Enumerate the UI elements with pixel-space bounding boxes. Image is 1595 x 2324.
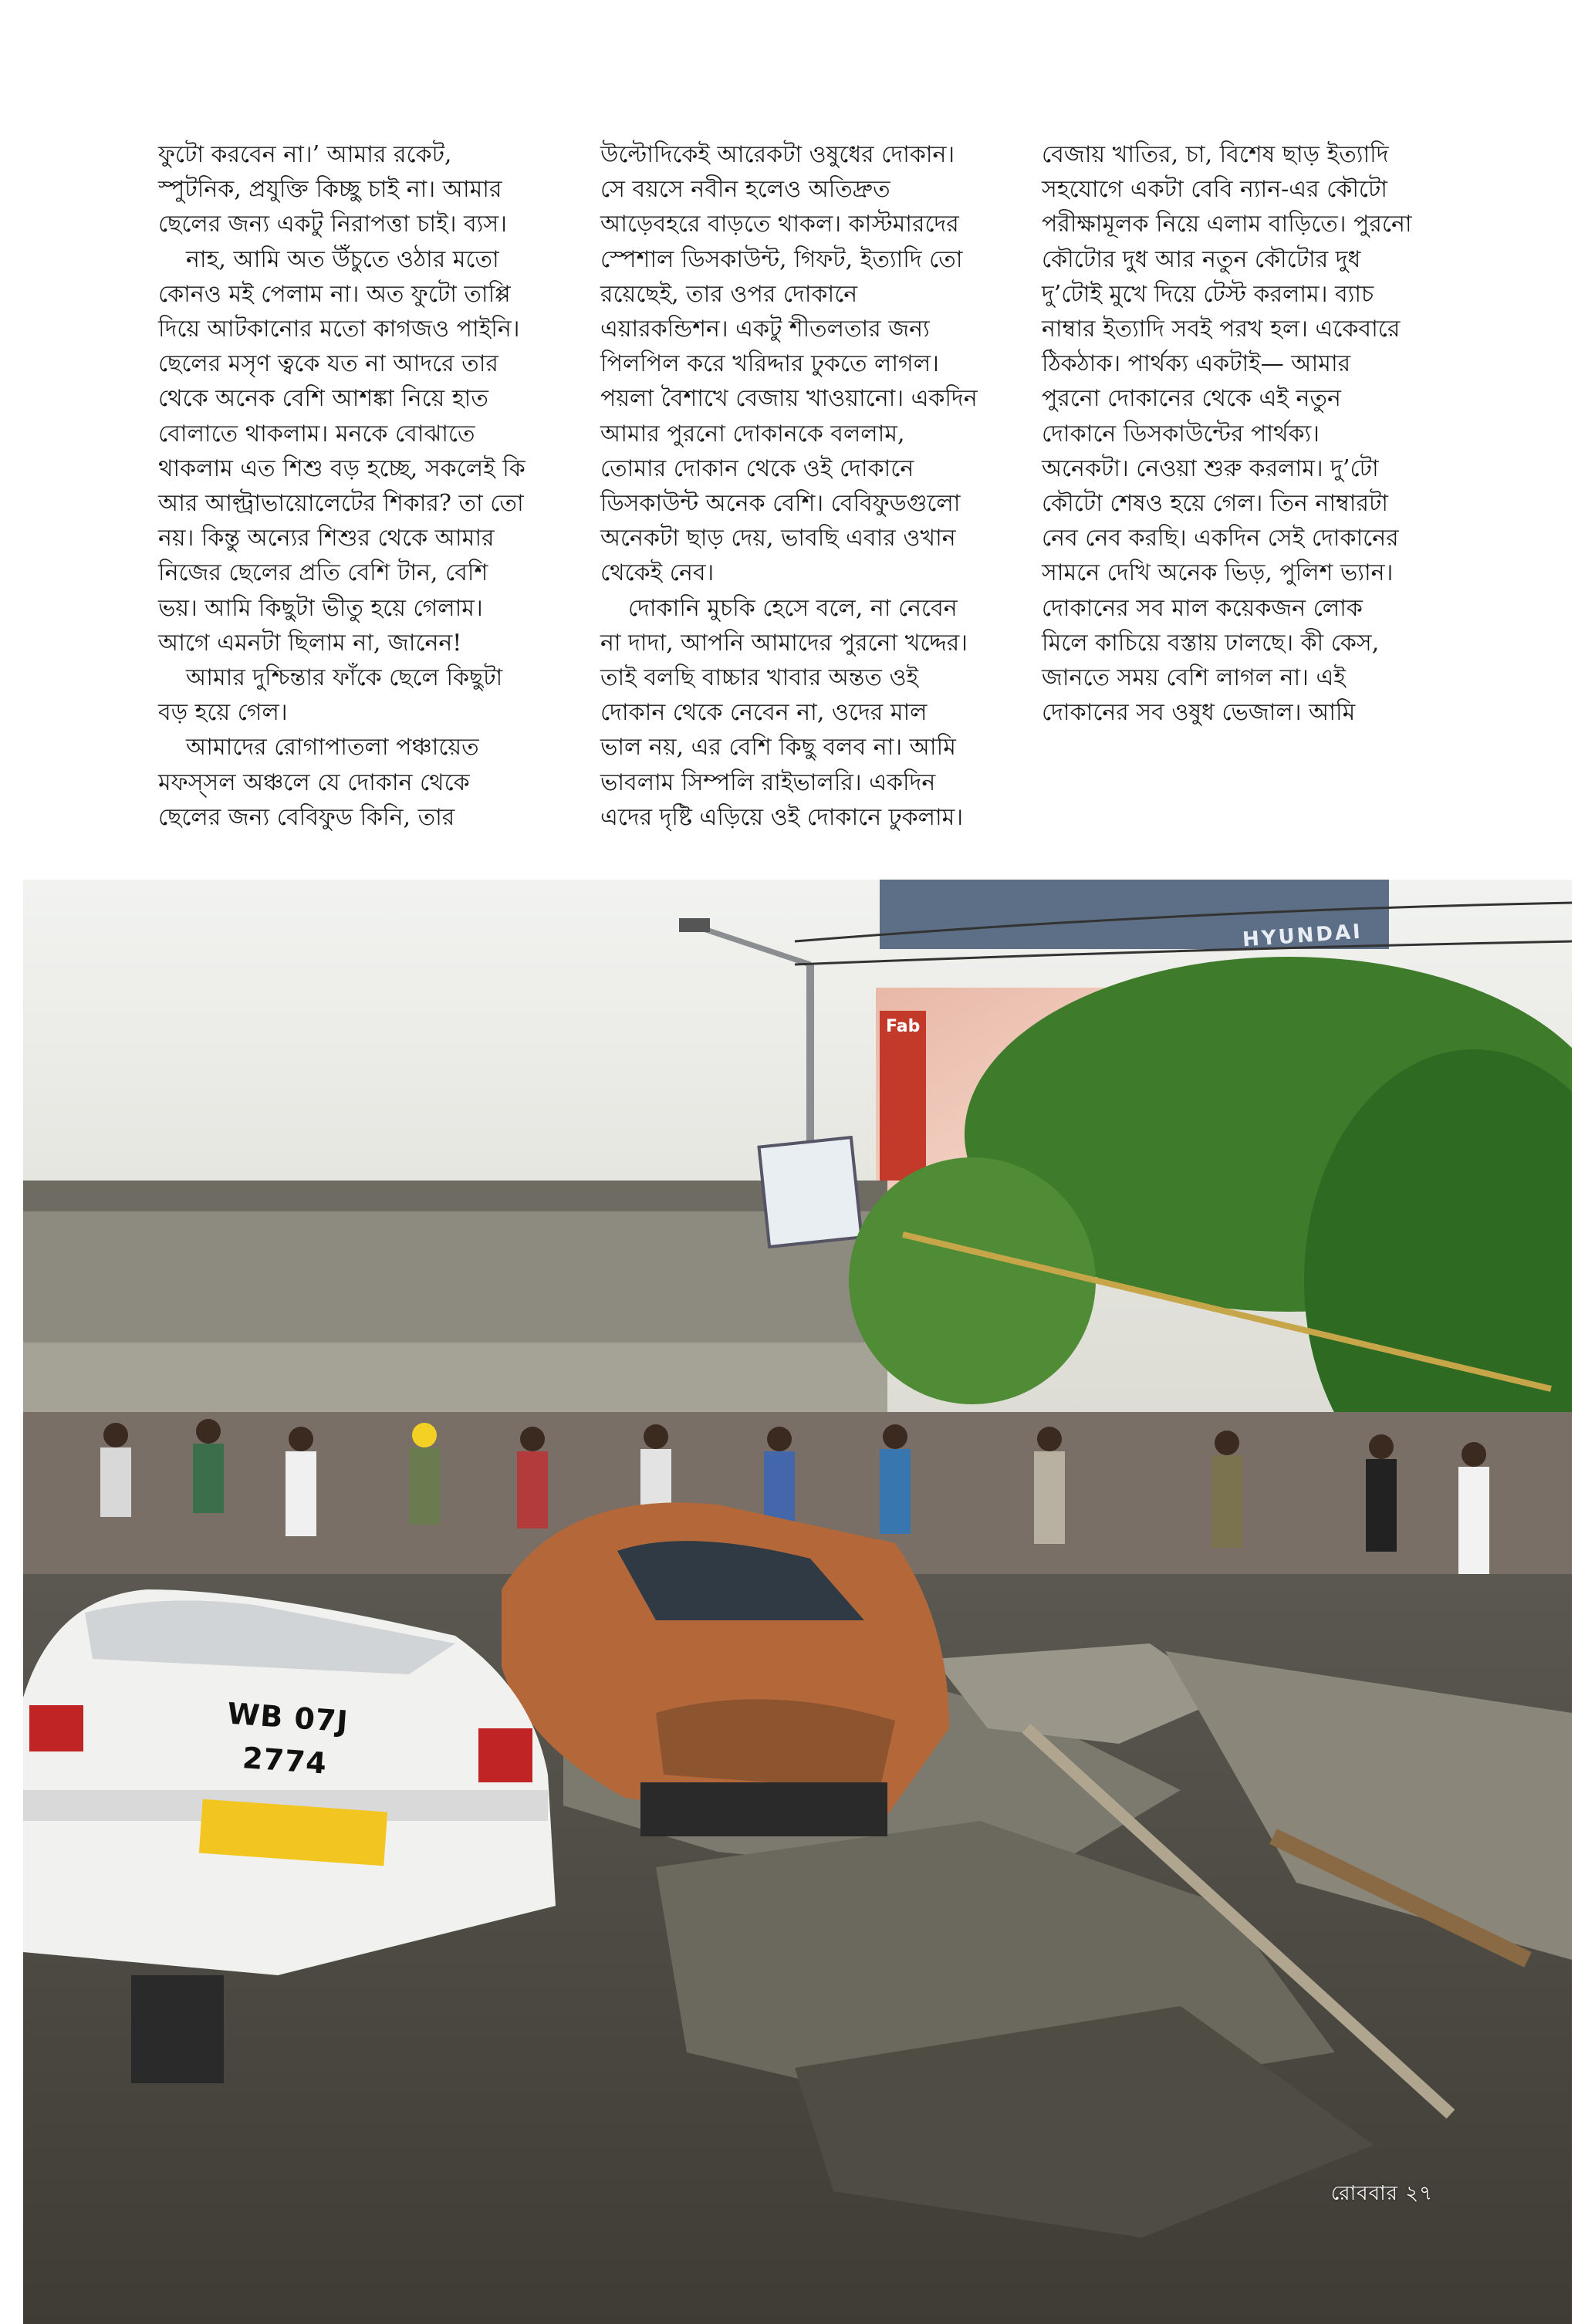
- article-line: দোকানি মুচকি হেসে বলে, না নেবেন: [628, 594, 958, 622]
- article-line: পিলপিল করে খরিদ্দার ঢুকতে লাগল।: [600, 350, 939, 378]
- article-line: সহযোগে একটা বেবি ন্যান-এর কৌটো: [1042, 176, 1387, 204]
- article-line: জানতে সময় বেশি লাগল না। এই: [1042, 664, 1346, 692]
- photo-illustration: [23, 880, 1572, 2324]
- news-photo: [23, 880, 1572, 2324]
- article-line: ভয়। আমি কিছুটা ভীতু হয়ে গেলাম।: [158, 594, 483, 622]
- article-line: আড়েবহরে বাড়তে থাকল। কাস্টমারদের: [600, 211, 959, 238]
- article-line: থাকলাম এত শিশু বড় হচ্ছে, সকলেই কি: [158, 454, 525, 482]
- article-line: পরীক্ষামূলক নিয়ে এলাম বাড়িতে। পুরনো: [1042, 211, 1412, 238]
- article-line: দোকান থেকে নেবেন না, ওদের মাল: [600, 699, 928, 727]
- article-line: ভাবলাম সিম্পলি রাইভালরি। একদিন: [600, 768, 936, 796]
- article-line: থেকে অনেক বেশি আশঙ্কা নিয়ে হাত: [158, 385, 488, 413]
- article-line: দোকানে ডিসকাউন্টের পার্থক্য।: [1042, 420, 1320, 448]
- billboard-brand: HYUNDAI: [1242, 920, 1364, 952]
- article-line: ভাল নয়, এর বেশি কিছু বলব না। আমি: [600, 734, 956, 762]
- billboard-panel: [880, 1011, 926, 1181]
- article-line: বেজায় খাতির, চা, বিশেষ ছাড় ইত্যাদি: [1042, 141, 1389, 168]
- article-line: ছেলের জন্য একটু নিরাপত্তা চাই। ব্যস।: [158, 211, 507, 238]
- tree-canopy: [849, 1157, 1096, 1404]
- article-line: পয়লা বৈশাখে বেজায় খাওয়ানো। একদিন: [600, 385, 978, 413]
- flyover-edge: [23, 1181, 887, 1211]
- page-folio: রোববার ২৭: [1330, 2182, 1433, 2205]
- article-line: সামনে দেখি অনেক ভিড়, পুলিশ ভ্যান।: [1042, 559, 1394, 587]
- article-line: কোনও মই পেলাম না। অত ফুটো তাপ্পি: [158, 280, 511, 308]
- article-line: সে বয়সে নবীন হলেও অতিদ্রুত: [600, 176, 890, 204]
- article-line: আমার পুরনো দোকানকে বললাম,: [600, 420, 905, 448]
- article-line: কৌটোর দুধ আর নতুন কৌটোর দুধ: [1042, 245, 1361, 273]
- article-line: নাহ, আমি অত উঁচুতে ওঠার মতো: [186, 245, 499, 273]
- article-line: তাই বলছি বাচ্চার খাবার অন্তত ওই: [600, 664, 919, 692]
- article-line: দিয়ে আটকানোর মতো কাগজও পাইনি।: [158, 316, 520, 343]
- article-line: ফুটো করবেন না।’ আমার রকেট,: [158, 141, 452, 168]
- article-line: ঠিকঠাক। পার্থক্য একটাই— আমার: [1042, 350, 1351, 378]
- article-line: না দাদা, আপনি আমাদের পুরনো খদ্দের।: [600, 629, 968, 657]
- article-line: নিজের ছেলের প্রতি বেশি টান, বেশি: [158, 559, 488, 587]
- article-line: আমার দুশ্চিন্তার ফাঁকে ছেলে কিছুটা: [186, 664, 503, 692]
- article-line: স্পুটনিক, প্রযুক্তি কিচ্ছু চাই না। আমার: [158, 176, 502, 204]
- article-line: দোকানের সব মাল কয়েকজন লোক: [1042, 594, 1363, 622]
- article-line: নয়। কিন্তু অন্যের শিশুর থেকে আমার: [158, 525, 495, 552]
- article-line: স্পেশাল ডিসকাউন্ট, গিফট, ইত্যাদি তো: [600, 245, 963, 273]
- article-line: থেকেই নেব।: [600, 559, 715, 587]
- article-line: কৌটো শেষও হয়ে গেল। তিন নাম্বারটা: [1042, 490, 1388, 518]
- article-column-2: [600, 137, 1002, 835]
- article-line: অনেকটা ছাড় দেয়, ভাবছি এবার ওখান: [600, 525, 956, 552]
- article-line: এয়ারকন্ডিশন। একটু শীতলতার জন্য: [600, 316, 930, 343]
- article-line: আমাদের রোগাপাতলা পঞ্চায়েত: [186, 734, 479, 762]
- lamp-head: [679, 918, 710, 932]
- article-line: ডিসকাউন্ট অনেক বেশি। বেবিফুডগুলো: [600, 490, 961, 518]
- article-line: দোকানের সব ওষুধ ভেজাল। আমি: [1042, 699, 1356, 727]
- article-line: বোলাতে থাকলাম। মনকে বোঝাতে: [158, 420, 475, 448]
- article-line: আগে এমনটা ছিলাম না, জানেন!: [158, 629, 462, 657]
- roadside-sign: [759, 1137, 862, 1247]
- article-line: ছেলের মসৃণ ত্বকে যত না আদরে তার: [158, 350, 498, 378]
- article-line: নেব নেব করছি। একদিন সেই দোকানের: [1042, 525, 1399, 552]
- article-line: পুরনো দোকানের থেকে এই নতুন: [1042, 385, 1341, 413]
- article-column-3: [1042, 137, 1443, 730]
- article-line: মফস্সল অঞ্চলে যে দোকান থেকে: [158, 768, 470, 796]
- article-body: [158, 137, 1462, 832]
- article-line: উল্টোদিকেই আরেকটা ওষুধের দোকান।: [600, 141, 955, 168]
- article-line: নাম্বার ইত্যাদি সবই পরখ হল। একেবারে: [1042, 316, 1401, 343]
- license-plate: WB 07J 2774: [226, 1696, 350, 1781]
- article-line: অনেকটা। নেওয়া শুরু করলাম। দু’টো: [1042, 454, 1379, 482]
- article-line: মিলে কাচিয়ে বস্তায় ঢালছে। কী কেস,: [1042, 629, 1380, 657]
- article-line: দু’টোই মুখে দিয়ে টেস্ট করলাম। ব্যাচ: [1042, 280, 1374, 308]
- billboard-tag: Fab: [886, 1017, 921, 1036]
- article-line: বড় হয়ে গেল।: [158, 699, 288, 727]
- article-line: ছেলের জন্য বেবিফুড কিনি, তার: [158, 803, 455, 831]
- article-column-1: [158, 137, 544, 835]
- article-line: তোমার দোকান থেকে ওই দোকানে: [600, 454, 914, 482]
- article-line: আর আল্ট্রাভায়োলেটের শিকার? তা তো: [158, 490, 524, 518]
- article-line: রয়েছেই, তার ওপর দোকানে: [600, 280, 858, 308]
- article-line: এদের দৃষ্টি এড়িয়ে ওই দোকানে ঢুকলাম।: [600, 803, 964, 831]
